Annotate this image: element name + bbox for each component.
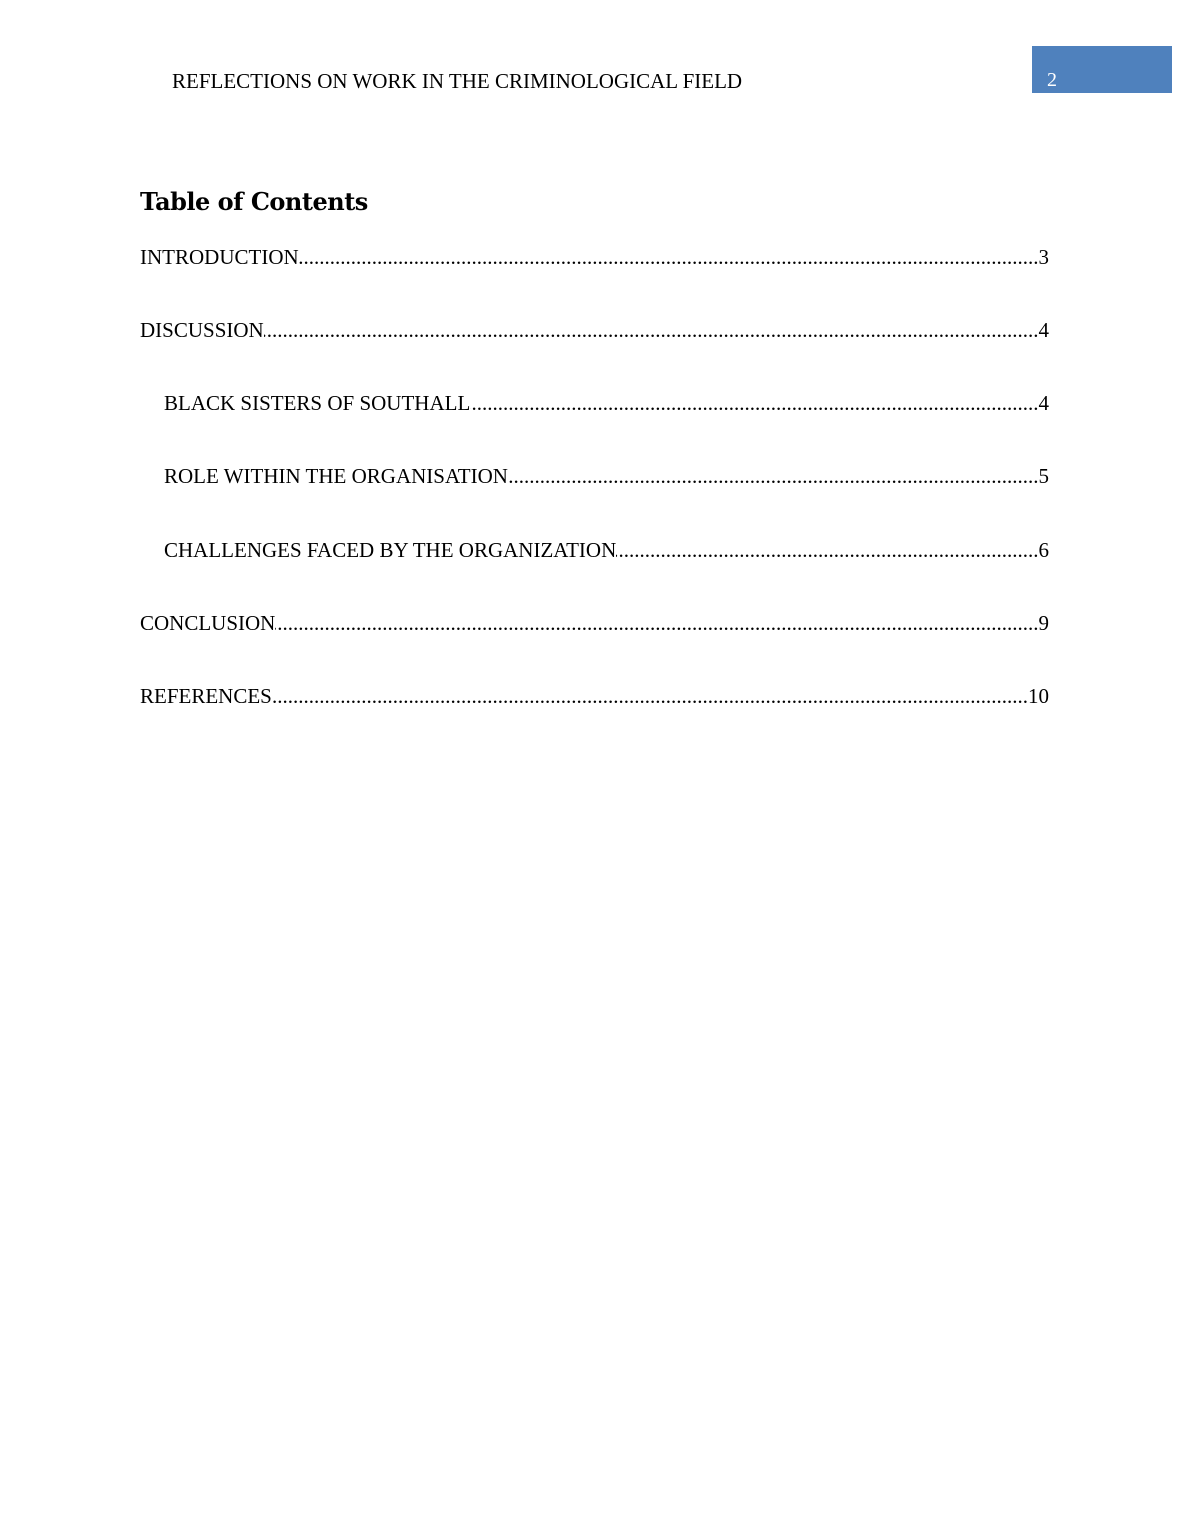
toc-entry-label: BLACK SISTERS OF SOUTHALL [164, 391, 471, 415]
toc-entry-label: ROLE WITHIN THE ORGANISATION [164, 464, 508, 488]
toc-entry-label: REFERENCES [140, 684, 272, 708]
toc-entry-challenges[interactable] [164, 537, 1049, 563]
page-number-box [1032, 46, 1172, 93]
toc-entry-page: 3 [1038, 245, 1049, 269]
toc-entry-introduction[interactable] [140, 244, 1049, 270]
toc-entry-label: DISCUSSION [140, 318, 264, 342]
toc-entry-page: 5 [1038, 464, 1049, 488]
toc-dot-leader [275, 610, 1038, 636]
toc-dot-leader [508, 463, 1039, 489]
toc-entry-references[interactable] [140, 683, 1049, 709]
toc-entry-label: CONCLUSION [140, 611, 276, 635]
toc-entry-page: 6 [1038, 538, 1049, 562]
toc-entry-label: INTRODUCTION [140, 245, 299, 269]
toc-entry-discussion[interactable] [140, 317, 1049, 343]
toc-dot-leader [470, 390, 1038, 416]
page-number: 2 [1047, 69, 1057, 91]
toc-heading: Table of Contents [140, 187, 368, 216]
toc-dot-leader [299, 244, 1039, 270]
toc-entry-label: CHALLENGES FACED BY THE ORGANIZATION [164, 538, 617, 562]
toc-entry-role[interactable] [164, 463, 1049, 489]
toc-entry-page: 4 [1038, 391, 1049, 415]
toc-entry-page: 4 [1038, 318, 1049, 342]
toc-entry-page: 9 [1038, 611, 1049, 635]
toc-entry-conclusion[interactable] [140, 610, 1049, 636]
running-header-title: REFLECTIONS ON WORK IN THE CRIMINOLOGICAL FIELD [172, 69, 743, 93]
toc-entry-black-sisters[interactable] [164, 390, 1049, 416]
toc-dot-leader [616, 537, 1038, 563]
toc-dot-leader [272, 683, 1028, 709]
toc-entry-page: 10 [1028, 684, 1049, 708]
toc-dot-leader [264, 317, 1039, 343]
